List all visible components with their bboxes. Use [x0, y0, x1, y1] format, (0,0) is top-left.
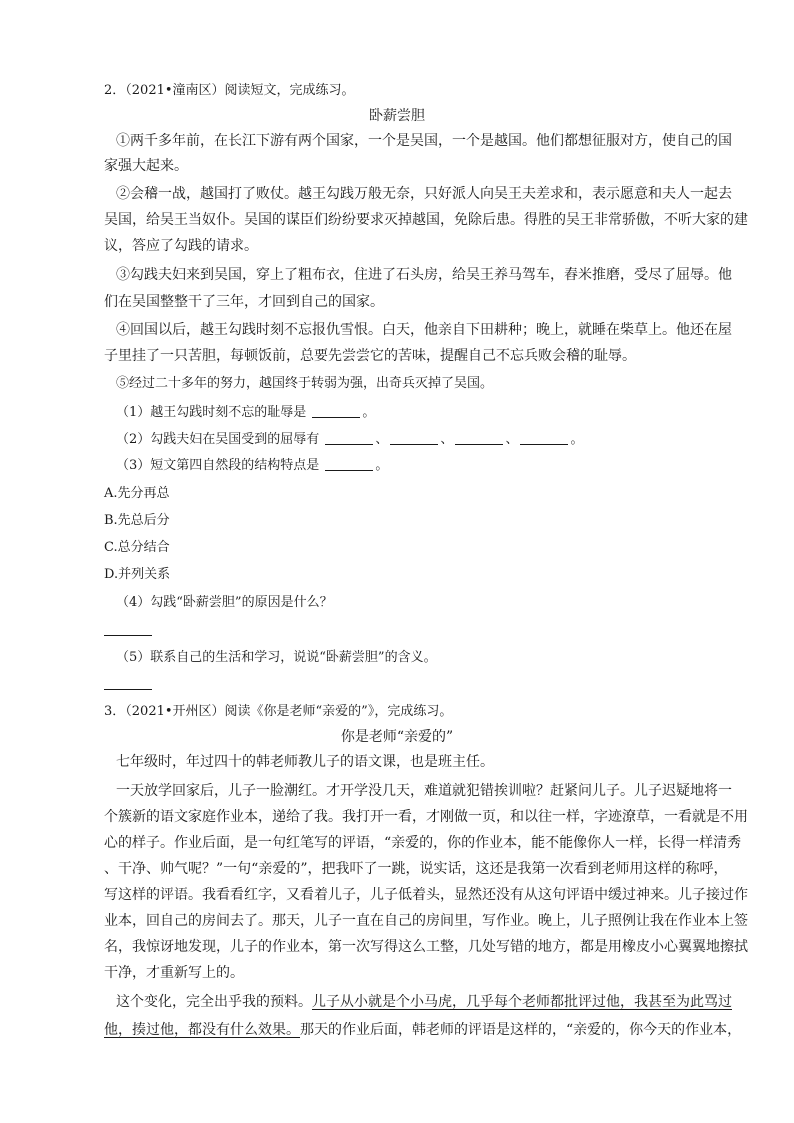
q3-paragraph-3-line-1 [116, 992, 732, 1012]
answer-blank[interactable] [312, 403, 360, 418]
sub2-prompt: （2）勾践夫妇在吴国受到的屈辱有 [116, 432, 324, 447]
option-c[interactable]: C.总分结合 [104, 540, 170, 555]
answer-line-4[interactable] [104, 635, 152, 636]
q2-paragraph-2-line-1: ②会稽一战，越国打了败仗。越王勾践万般无奈，只好派人向吴王夫差求和，表示愿意和夫人一起去 [116, 186, 732, 202]
q3-paragraph-2-line-2: 个簇新的语文家庭作业本，递给了我。我打开一看，才刚做一页，和以往一样，字迹潦草，一看就是不用 [104, 809, 748, 825]
q3-paragraph-2-line-5: 写这样的评语。我看看红字，又看着儿子，儿子低着头，显然还没有从这句评语中缓过神来。儿子接过作 [104, 887, 748, 903]
option-b[interactable]: B.先总后分 [104, 513, 170, 528]
q3-passage-title: 你是老师“亲爱的” [340, 729, 454, 745]
answer-line-5[interactable] [104, 689, 152, 690]
sub2-end: 。 [570, 432, 584, 447]
answer-blank[interactable] [455, 430, 503, 445]
q2-paragraph-1-line-1: ①两千多年前，在长江下游有两个国家，一个是吴国，一个是越国。他们都想征服对方，使自己的国 [116, 133, 732, 149]
q3-paragraph-2-line-7: 名，我惊讶地发现，儿子的作业本，第一次写得这么工整，几处写错的地方，都是用橡皮小心翼翼地擦拭 [104, 939, 748, 955]
q3-paragraph-2-line-8: 干净，才重新写上的。 [104, 965, 244, 981]
q2-paragraph-2-line-2: 吴国，给吴王当奴仆。吴国的谋臣们纷纷要求灭掉越国，免除后患。得胜的吴王非常骄傲，不听大家的建 [104, 212, 748, 228]
q2-passage-title: 卧薪尝胆 [369, 108, 425, 124]
sub1-end: 。 [362, 405, 376, 420]
q2-sub-question-4: （4）勾践“卧薪尝胆”的原因是什么？ [116, 595, 333, 610]
q3-paragraph-2-line-4: 、干净、帅气呢？”一句“亲爱的”，把我吓了一跳，说实话，这还是我第一次看到老师用这样的称呼， [104, 861, 728, 877]
q3-paragraph-2-line-1: 一天放学回家后，儿子一脸潮红。才开学没几天，难道就犯错挨训啦？赶紧问儿子。儿子迟疑地将一 [116, 783, 732, 799]
option-a[interactable]: A.先分再总 [104, 486, 170, 501]
sub3-prompt: （3）短文第四自然段的结构特点是 [116, 458, 324, 473]
q3-paragraph-3-line-2 [104, 1020, 742, 1040]
q2-header: 2．（2021•潼南区）阅读短文，完成练习。 [104, 83, 355, 98]
option-d[interactable]: D.并列关系 [104, 567, 171, 582]
sub1-prompt: （1）越王勾践时刻不忘的耻辱是 [116, 405, 311, 420]
separator: 、 [440, 432, 454, 447]
underlined-sentence: 他，揍过他，都没有什么效果。 [104, 1022, 300, 1038]
q2-paragraph-2-line-3: 议，答应了勾践的请求。 [104, 238, 258, 254]
sub3-end: 。 [375, 458, 389, 473]
q2-paragraph-3-line-2: 们在吴国整整干了三年，才回到自己的国家。 [104, 294, 384, 310]
answer-blank[interactable] [520, 430, 568, 445]
p3-text: 那天的作业后面，韩老师的评语是这样的，“亲爱的，你今天的作业本， [300, 1022, 742, 1038]
q2-paragraph-3-line-1: ③勾践夫妇来到吴国，穿上了粗布衣，住进了石头房，给吴王养马驾车，舂米推磨，受尽了屈辱。他 [116, 267, 732, 283]
separator: 、 [375, 432, 389, 447]
q2-sub-question-2 [116, 430, 718, 450]
separator: 、 [505, 432, 519, 447]
answer-blank[interactable] [325, 456, 373, 471]
q2-sub-question-1 [116, 403, 718, 423]
underlined-sentence: 儿子从小就是个小马虎，几乎每个老师都批评过他，我甚至为此骂过 [312, 994, 732, 1010]
p3-text: 这个变化，完全出乎我的预料。 [116, 994, 312, 1010]
q2-paragraph-1-line-2: 家强大起来。 [104, 158, 188, 174]
answer-blank[interactable] [390, 430, 438, 445]
q2-paragraph-4-line-1: ④回国以后，越王勾践时刻不忘报仇雪恨。白天，他亲自下田耕种；晚上，就睡在柴草上。他还在屋 [116, 322, 732, 338]
q3-paragraph-1: 七年级时，年过四十的韩老师教儿子的语文课，也是班主任。 [116, 754, 494, 770]
q2-paragraph-5: ⑤经过二十多年的努力，越国终于转弱为强，出奇兵灭掉了吴国。 [116, 376, 494, 391]
q2-paragraph-4-line-2: 子里挂了一只苦胆，每顿饭前，总要先尝尝它的苦味，提醒自己不忘兵败会稽的耻辱。 [104, 348, 636, 364]
q3-paragraph-2-line-3: 心的样子。作业后面，是一句红笔写的评语，“亲爱的，你的作业本，能不能像你人一样，长得一样清秀 [104, 835, 742, 851]
q3-paragraph-2-line-6: 业本，回自己的房间去了。那天，儿子一直在自己的房间里，写作业。晚上，儿子照例让我在作业本上签 [104, 913, 748, 929]
q3-header: 3．（2021•开州区）阅读《你是老师“亲爱的”》，完成练习。 [104, 704, 453, 719]
q2-sub-question-3 [116, 456, 718, 476]
q2-sub-question-5: （5）联系自己的生活和学习，说说“卧薪尝胆”的含义。 [116, 650, 437, 665]
answer-blank[interactable] [325, 430, 373, 445]
